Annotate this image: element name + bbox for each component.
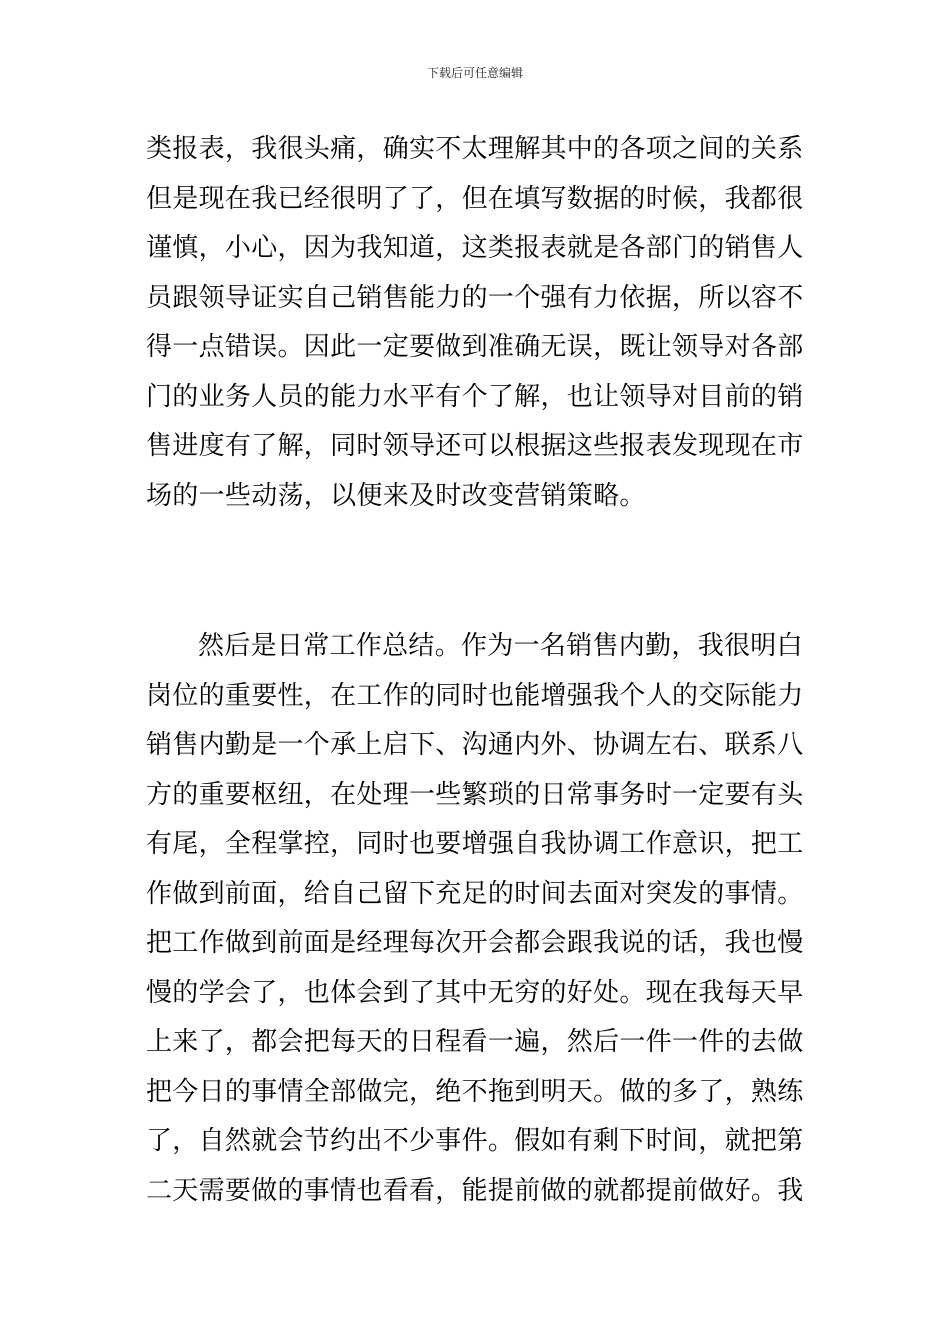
text-line: 岗位的重要性，在工作的同时也能增强我个人的交际能力 bbox=[146, 680, 804, 711]
text-line: 类报表，我很头痛，确实不太理解其中的各项之间的关系 bbox=[146, 134, 804, 164]
text-line: 上来了，都会把每天的日程看一遍，然后一件一件的去做 bbox=[146, 1027, 804, 1057]
text-line: 然后是日常工作总结。作为一名销售内勤，我很明白 bbox=[198, 631, 803, 661]
text-line: 销售内勤是一个承上启下、沟通内外、协调左右、联系八 bbox=[146, 730, 804, 760]
text-line: 但是现在我已经很明了了，但在填写数据的时候，我都很 bbox=[146, 183, 804, 214]
text-line: 门的业务人员的能力水平有个了解，也让领导对目前的销 bbox=[146, 381, 804, 412]
text-line: 场的一些动荡，以便来及时改变营销策略。 bbox=[146, 480, 646, 511]
text-line: 作做到前面，给自己留下充足的时间去面对突发的事情。 bbox=[146, 878, 804, 909]
text-line: 有尾，全程掌控，同时也要增强自我协调工作意识，把工 bbox=[146, 829, 804, 859]
page-header: 下载后可任意编辑 bbox=[426, 66, 523, 80]
text-line: 员跟领导证实自己销售能力的一个强有力依据，所以容不 bbox=[146, 282, 804, 313]
text-line: 谨慎，小心，因为我知道，这类报表就是各部门的销售人 bbox=[146, 233, 804, 263]
text-line: 得一点错误。因此一定要做到准确无误，既让领导对各部 bbox=[146, 332, 804, 362]
text-line: 把工作做到前面是经理每次开会都会跟我说的话，我也慢 bbox=[146, 928, 804, 958]
text-line: 把今日的事情全部做完，绝不拖到明天。做的多了，熟练 bbox=[146, 1076, 804, 1107]
text-line: 二天需要做的事情也看看，能提前做的就都提前做好。我 bbox=[146, 1175, 804, 1206]
paragraph-reports bbox=[146, 125, 816, 521]
text-line: 方的重要枢纽，在处理一些繁琐的日常事务时一定要有头 bbox=[146, 779, 804, 810]
paragraph-daily-work bbox=[146, 622, 816, 1216]
text-line: 售进度有了解，同时领导还可以根据这些报表发现现在市 bbox=[146, 431, 804, 461]
text-line: 慢的学会了，也体会到了其中无穷的好处。现在我每天早 bbox=[146, 977, 804, 1008]
text-line: 了，自然就会节约出不少事件。假如有剩下时间，就把第 bbox=[146, 1126, 804, 1156]
